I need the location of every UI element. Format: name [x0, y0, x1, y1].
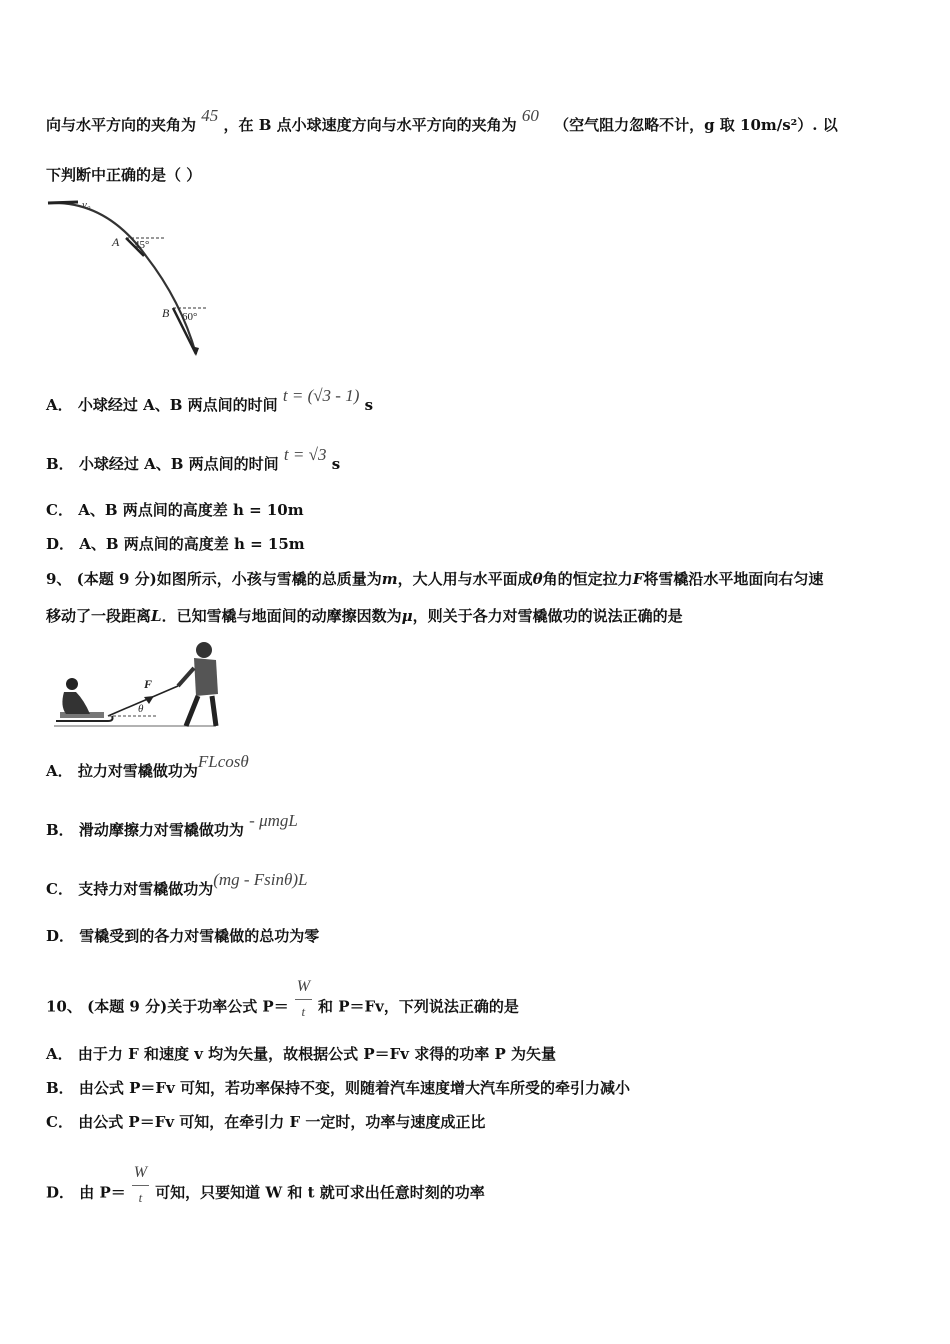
q9-var-theta: θ [532, 570, 543, 588]
q9-var-m: m [381, 570, 398, 588]
q10-option-c[interactable] [46, 1112, 485, 1132]
q9-var-f: F [632, 570, 644, 588]
q8-option-a-formula: t = (√3 - 1) [282, 386, 360, 405]
q9-stem-line-1 [46, 569, 823, 589]
q8-option-c-text: A、B 两点间的高度差 h = 10m [78, 501, 304, 519]
q8-option-a[interactable] [46, 386, 374, 415]
q9-option-b-text: 滑动摩擦力对雪橇做功为 [78, 821, 244, 839]
q9-stem-line-2 [46, 606, 683, 626]
q8-angle-b: 60 [521, 106, 539, 125]
q8-trajectory-figure [46, 196, 216, 361]
q9-sled-figure [46, 638, 226, 733]
q9-stem-4: 将雪橇沿水平地面向右匀速 [643, 570, 824, 588]
q8-stem-b: ，在 B 点小球速度方向与水平方向的夹角为 [223, 116, 517, 134]
q9-option-b[interactable] [46, 811, 298, 840]
q9-stem-6: ．已知雪橇与地面间的动摩擦因数为 [161, 607, 402, 625]
q10-fraction-denominator: t [301, 1004, 306, 1019]
q10-option-c-text: 由公式 P＝Fv 可知，在牵引力 F 一定时，功率与速度成正比 [78, 1113, 486, 1131]
q10-option-d-text-1: 由 P＝ [79, 1183, 126, 1202]
q8-stem-a: 向与水平方向的夹角为 [46, 116, 197, 134]
q8-option-c[interactable] [46, 500, 304, 520]
point-b-label: B [162, 306, 170, 320]
q9-option-a-letter: A． [46, 762, 73, 780]
q9-var-l: L [151, 607, 162, 625]
q10-option-d[interactable] [46, 1164, 485, 1216]
q8-stem-line-2: 下判断中正确的是（ ） [46, 166, 202, 184]
q9-option-a-text: 拉力对雪橇做功为 [77, 762, 198, 780]
q8-stem-line-1 [46, 106, 838, 135]
q9-stem-3: 角的恒定拉力 [542, 570, 633, 588]
q10-option-d-letter: D． [46, 1183, 75, 1202]
q9-stem-5: 移动了一段距离 [46, 607, 152, 625]
q8-option-b[interactable] [46, 445, 341, 474]
q8-option-a-letter: A． [46, 396, 73, 414]
q10-option-b[interactable] [46, 1078, 630, 1098]
q10-option-b-text: 由公式 P＝Fv 可知，若功率保持不变，则随着汽车速度增大汽车所受的牵引力减小 [78, 1079, 631, 1097]
point-a-angle: 45° [134, 239, 150, 251]
q9-score: (本题 9 分) [76, 570, 157, 588]
q10-number: 10、 [46, 997, 82, 1016]
q9-option-a-formula: FLcosθ [197, 752, 249, 771]
q10-option-d-numerator: W [132, 1163, 149, 1186]
force-label: F [144, 677, 153, 691]
q9-option-c[interactable] [46, 870, 308, 899]
q10-stem-line [46, 978, 519, 1030]
q8-stem-c: （空气阻力忽略不计，g 取 10m/s²）. 以 [554, 116, 838, 134]
q10-option-d-text-2: 可知，只要知道 W 和 t 就可求出任意时刻的功率 [155, 1183, 485, 1202]
q9-option-d-letter: D． [46, 927, 75, 945]
adult-legs [186, 696, 216, 726]
q10-option-d-denominator: t [138, 1190, 143, 1205]
q9-option-d-text: 雪橇受到的各力对雪橇做的总功为零 [79, 927, 320, 945]
child-head [66, 678, 78, 690]
q8-option-c-letter: C． [46, 501, 73, 519]
angle-label: θ [138, 703, 144, 715]
q10-score: (本题 9 分) [87, 997, 168, 1016]
q10-stem-2: 和 P＝Fv，下列说法正确的是 [318, 997, 519, 1016]
q8-option-b-letter: B． [46, 455, 74, 473]
q9-option-c-text: 支持力对雪橇做功为 [78, 880, 214, 898]
q10-option-a-letter: A． [46, 1045, 73, 1063]
q10-power-fraction [295, 977, 312, 1022]
q9-stem-1: 如图所示，小孩与雪橇的总质量为 [156, 570, 382, 588]
q9-var-mu: μ [401, 607, 413, 625]
q10-fraction-numerator: W [295, 977, 312, 1000]
q8-option-b-text: 小球经过 A、B 两点间的时间 [78, 455, 279, 473]
v0-arrow [48, 202, 78, 203]
q9-option-b-letter: B． [46, 821, 74, 839]
q10-option-a-text: 由于力 F 和速度 v 均为矢量，故根据公式 P＝Fv 求得的功率 P 为矢量 [77, 1045, 556, 1063]
point-a-label: A [112, 235, 120, 249]
q8-option-a-unit: s [364, 396, 374, 414]
child-body [62, 692, 90, 714]
q9-option-b-formula: - μmgL [249, 811, 298, 830]
q8-option-d-letter: D． [46, 535, 75, 553]
q8-angle-a: 45 [201, 106, 219, 125]
q10-option-a[interactable] [46, 1044, 556, 1064]
q8-option-b-formula: t = √3 [283, 445, 327, 464]
q10-option-b-letter: B． [46, 1079, 74, 1097]
q9-option-c-letter: C． [46, 880, 73, 898]
q8-option-a-text: 小球经过 A、B 两点间的时间 [77, 396, 278, 414]
q8-option-d[interactable] [46, 534, 305, 554]
q10-stem-1: 关于功率公式 P＝ [167, 997, 289, 1016]
adult-head [196, 642, 212, 658]
q9-option-c-formula: (mg - Fsinθ)L [213, 870, 308, 889]
point-b-angle: 60° [182, 311, 198, 323]
v0-label: v₀ [82, 199, 91, 211]
q9-option-a[interactable] [46, 752, 249, 781]
q9-stem-2: ，大人用与水平面成 [397, 570, 533, 588]
q8-option-d-text: A、B 两点间的高度差 h = 15m [79, 535, 305, 553]
adult-body [194, 658, 218, 696]
adult-arm [178, 668, 194, 686]
trajectory-curve [48, 203, 196, 354]
q10-option-d-fraction [132, 1163, 149, 1208]
q9-number: 9、 [46, 570, 72, 588]
q10-option-c-letter: C． [46, 1113, 73, 1131]
q9-stem-7: ，则关于各力对雪橇做功的说法正确的是 [412, 607, 683, 625]
q8-option-b-unit: s [331, 455, 341, 473]
q9-option-d[interactable] [46, 926, 319, 946]
